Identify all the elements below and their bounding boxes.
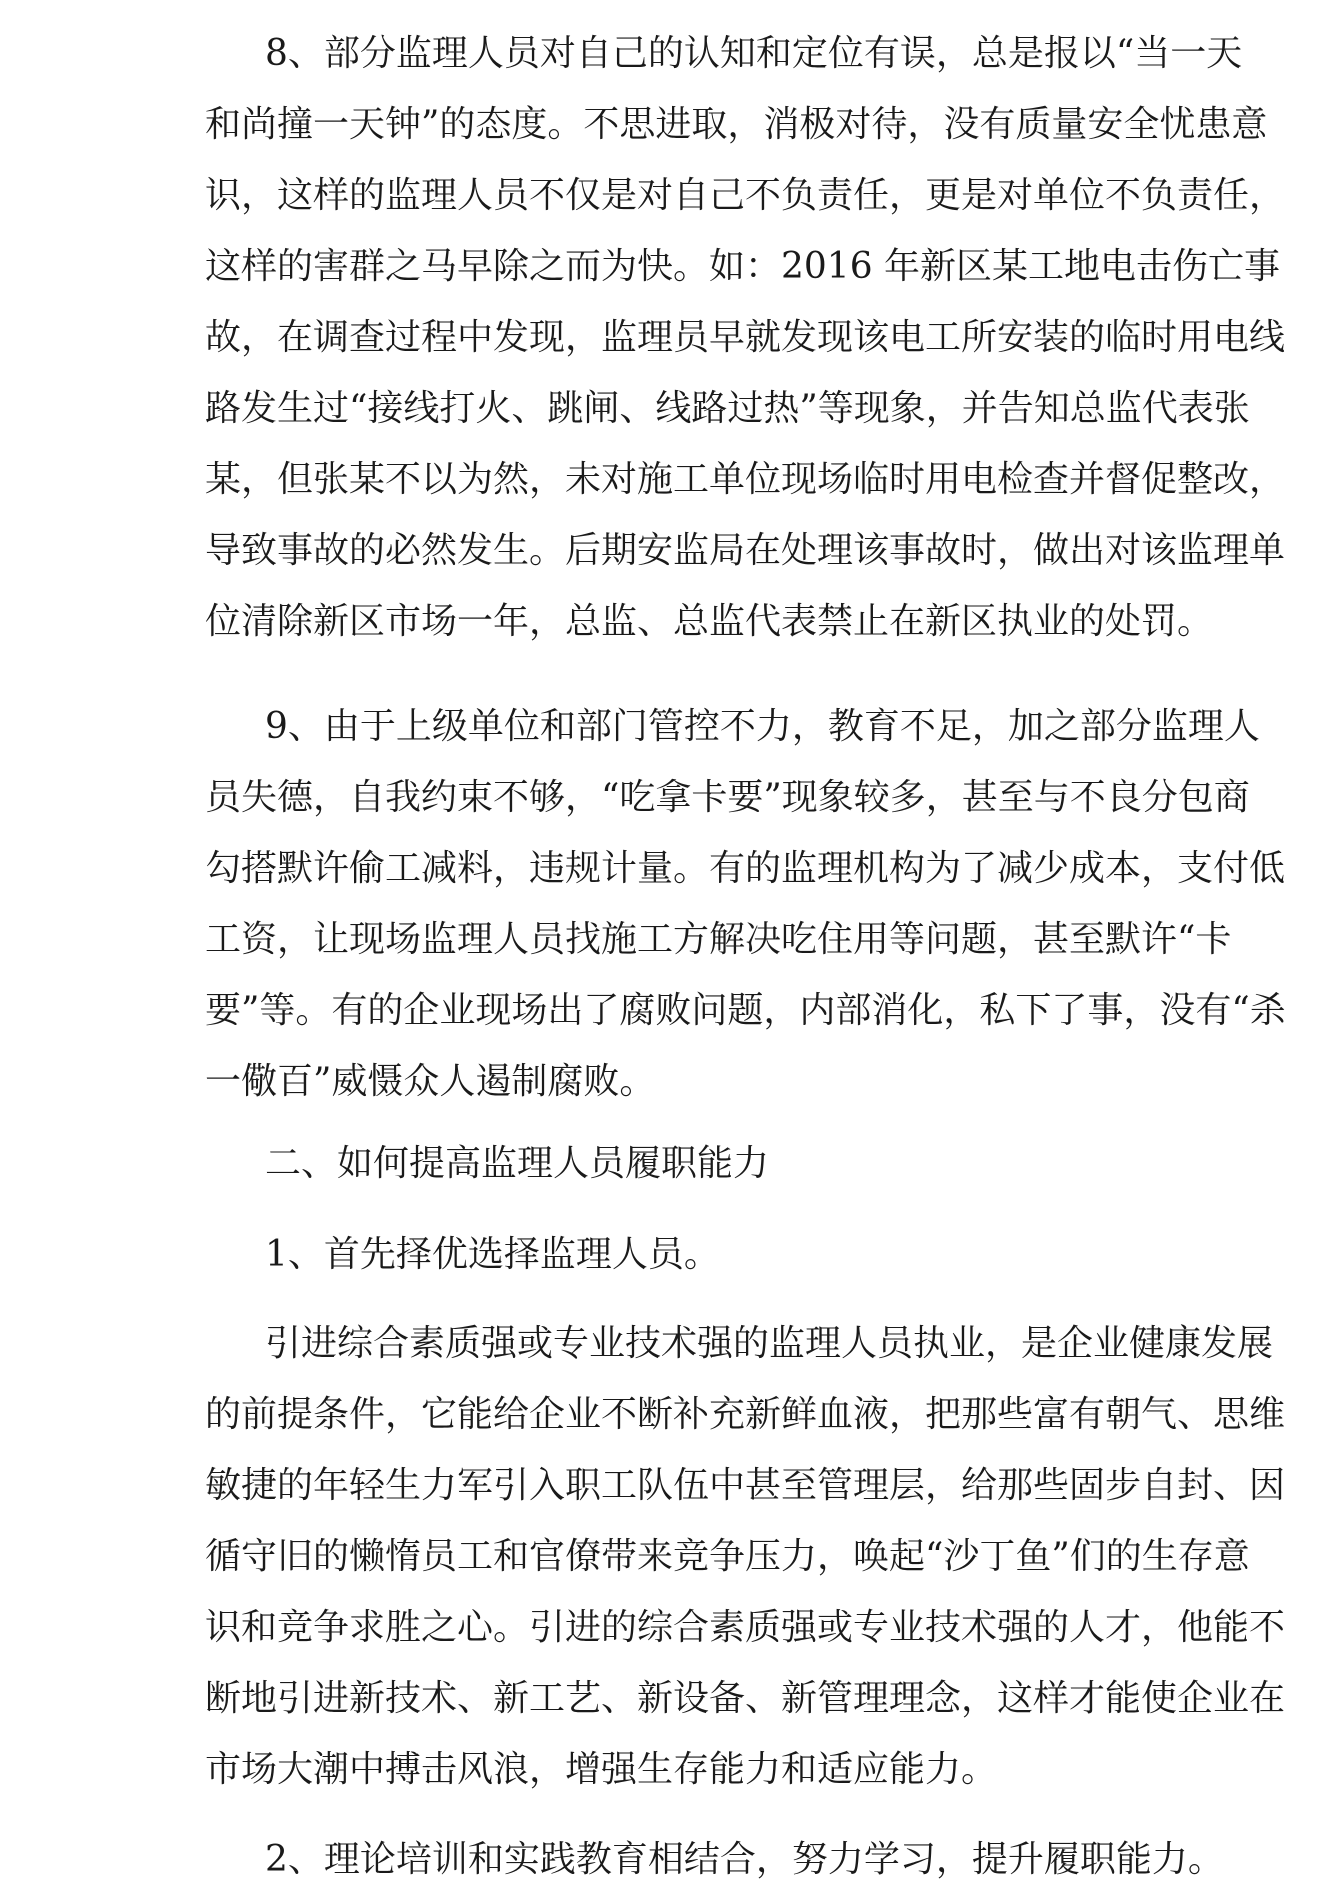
list-item-heading: 2、理论培训和实践教育相结合，努力学习，提升履职能力。 xyxy=(265,1839,1224,1880)
text-line: 这样的害群之马早除之而为快。如：2016 年新区某工地电击伤亡事 xyxy=(205,246,1281,287)
text-line: 一儆百”威慑众人遏制腐败。 xyxy=(205,1061,656,1102)
text-line: 引进综合素质强或专业技术强的监理人员执业，是企业健康发展 xyxy=(265,1323,1274,1364)
text-line: 位清除新区市场一年，总监、总监代表禁止在新区执业的处罚。 xyxy=(205,601,1214,642)
text-line: 某，但张某不以为然，未对施工单位现场临时用电检查并督促整改， xyxy=(205,459,1286,500)
text-line: 8、部分监理人员对自己的认知和定位有误，总是报以“当一天 xyxy=(265,33,1243,74)
text-line: 的前提条件，它能给企业不断补充新鲜血液，把那些富有朝气、思维 xyxy=(205,1394,1286,1435)
text-line: 要”等。有的企业现场出了腐败问题，内部消化，私下了事，没有“杀 xyxy=(205,990,1286,1031)
text-line: 路发生过“接线打火、跳闸、线路过热”等现象，并告知总监代表张 xyxy=(205,388,1250,429)
text-line: 勾搭默许偷工减料，违规计量。有的监理机构为了减少成本，支付低 xyxy=(205,848,1286,889)
text-line: 导致事故的必然发生。后期安监局在处理该事故时，做出对该监理单 xyxy=(205,530,1286,571)
text-line: 敏捷的年轻生力军引入职工队伍中甚至管理层，给那些固步自封、因 xyxy=(205,1465,1286,1506)
text-line: 员失德，自我约束不够，“吃拿卡要”现象较多，甚至与不良分包商 xyxy=(205,777,1250,818)
text-line: 市场大潮中搏击风浪，增强生存能力和适应能力。 xyxy=(205,1749,998,1790)
text-line: 识和竞争求胜之心。引进的综合素质强或专业技术强的人才，他能不 xyxy=(205,1607,1286,1648)
section-heading: 二、如何提高监理人员履职能力 xyxy=(265,1143,770,1184)
list-item-heading: 1、首先择优选择监理人员。 xyxy=(265,1234,720,1275)
text-line: 识，这样的监理人员不仅是对自己不负责任，更是对单位不负责任， xyxy=(205,175,1286,216)
text-line: 和尚撞一天钟”的态度。不思进取，消极对待，没有质量安全忧患意 xyxy=(205,104,1268,145)
text-line: 循守旧的懒惰员工和官僚带来竞争压力，唤起“沙丁鱼”们的生存意 xyxy=(205,1536,1250,1577)
text-line: 断地引进新技术、新工艺、新设备、新管理理念，这样才能使企业在 xyxy=(205,1678,1286,1719)
text-line: 故，在调查过程中发现，监理员早就发现该电工所安装的临时用电线 xyxy=(205,317,1286,358)
text-line: 工资，让现场监理人员找施工方解决吃住用等问题，甚至默许“卡 xyxy=(205,919,1232,960)
text-line: 9、由于上级单位和部门管控不力，教育不足，加之部分监理人 xyxy=(265,706,1260,747)
